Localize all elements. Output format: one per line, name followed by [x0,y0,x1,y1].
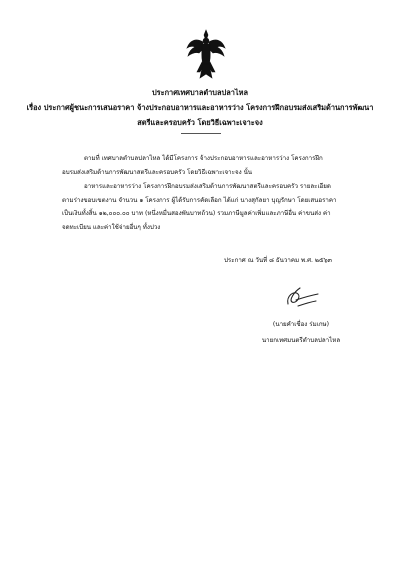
body-paragraph-2: อาหารและอาหารว่าง โครงการฝึกอบรมส่งเสริมด้านการพัฒนาสตรีและครอบครัว รายละเอียดตามร่างขอบเขตงาน จำนวน ๑ โครงการ ผู้ได้รับการคัดเลือก ได้แก่ นางสุกัลยา บุญรักษา โดยเสนอราคา เป็นเงินทั้งสิ้น ๑๒,๐๐๐.๐๐ บาท (หนึ่งหมื่นสองพันบาทถ้วน) รวมภาษีมูลค่าเพิ่มและภาษีอื่น ค่าขนส่ง ค่าจดทะเบียน และค่าใช้จ่ายอื่นๆ ทั้งปวง [62,183,337,231]
signatory-name: (นายคำเชื่อง ร่มเกษ) [272,321,330,328]
garuda-emblem-icon [186,28,226,80]
announcement-date: ประกาศ ณ วันที่ ๘ ธันวาคม พ.ศ. ๒๕๖๓ [224,257,332,264]
handwritten-signature-icon [278,282,324,312]
signatory-position: นายกเทศมนตรีตำบลปลาไหล [261,337,341,344]
announcement-subject-line1: เรื่อง ประกาศผู้ชนะการเสนอราคา จ้างประกอบอาหารและอาหารว่าง โครงการฝึกอบรมส่งเสริมด้านการพัฒนา [26,103,374,112]
body-paragraph-1: ตามที่ เทศบาลตำบลปลาไหล ได้มีโครงการ จ้างประกอบอาหารและอาหารว่าง โครงการฝึกอบรมส่งเสริมด้านการพัฒนาสตรีและครอบครัว โดยวิธีเฉพาะเจาะจง นั้น [62,155,323,176]
heading-divider [181,133,221,134]
announcement-heading: ประกาศเทศบาลตำบลปลาไหล [151,88,249,97]
announcement-subject-line2: สตรีและครอบครัว โดยวิธีเฉพาะเจาะจง [137,118,263,127]
